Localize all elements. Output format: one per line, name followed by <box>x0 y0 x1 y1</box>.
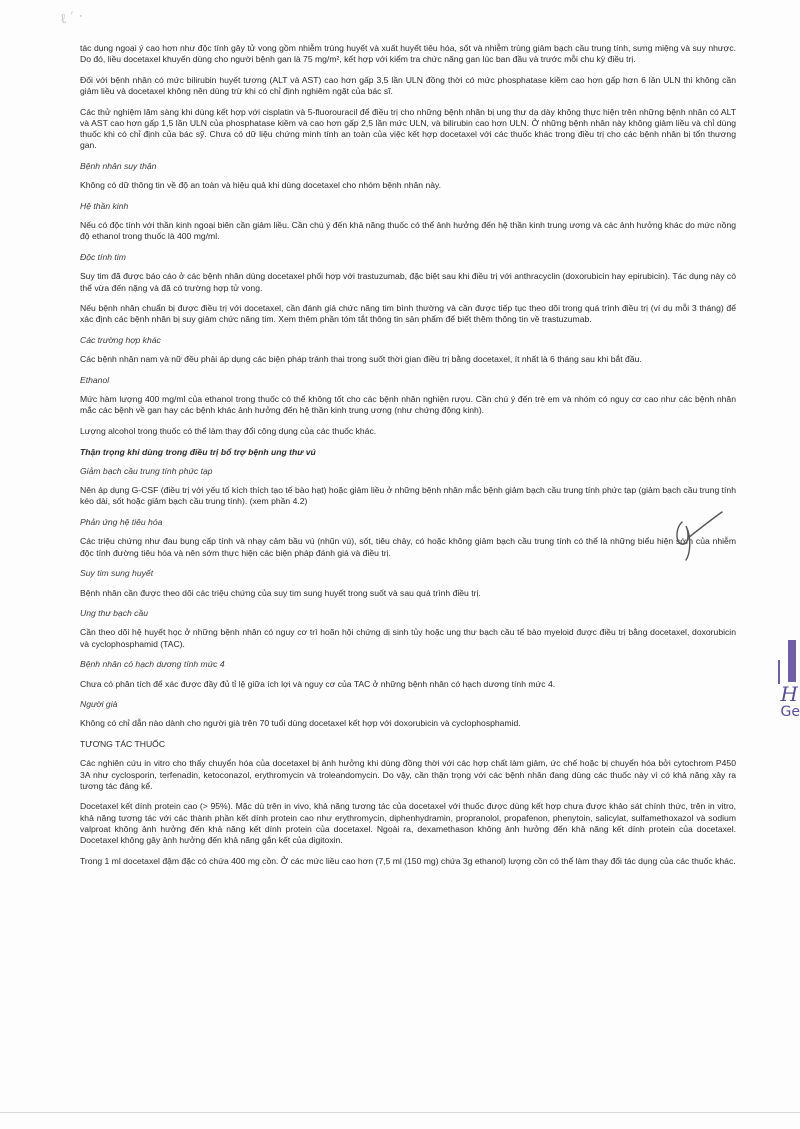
page-bottom-rule <box>0 1112 800 1113</box>
paragraph: Mức hàm lượng 400 mg/ml của ethanol trong thuốc có thể không tốt cho các bệnh nhân nghiện rượu. Cần chú ý đến trẻ em và nhóm có nguy cơ cao như các bệnh nhân mắc các bệnh về gan hay các bệnh khác ảnh hưởng đến hệ thần kinh trung ương (như chứng động kinh). <box>80 394 736 416</box>
scan-mark: ℓ ′ · <box>58 8 85 28</box>
paragraph: Các nghiên cứu in vitro cho thấy chuyển hóa của docetaxel bị ảnh hưởng khi dùng đồng thời với các hợp chất làm giảm, ức chế hoặc bị chuyển hóa bởi cytochrom P450 3A như cyclosporin, terfenadin, ketoconazol, erythromycin và troleandomycin. Do vậy, cần thận trọng với các bệnh nhân đang dùng các thuốc này vì có khả năng xảy ra tương tác đáng kể. <box>80 758 736 791</box>
handwritten-signature <box>668 508 728 562</box>
stamp-bar <box>788 640 796 682</box>
subheading: Ethanol <box>80 375 110 386</box>
paragraph: Không có chỉ dẫn nào dành cho người già trên 70 tuổi dùng docetaxel kết hợp với doxorubicin và cyclophosphamid. <box>80 718 521 729</box>
subheading: Người già <box>80 699 118 710</box>
edge-stamp <box>760 632 800 724</box>
paragraph: Các thử nghiệm lâm sàng khi dùng kết hợp với cisplatin và 5-fluorouracil để điều trị cho những bệnh nhân bị ung thư dạ dày không thực hiện trên những bệnh nhân có ALT và AST cao hơn gấp 1,5 lần ULN của phosphatase kiềm và cao hơn gấp 2,5 lần mức ULN, và bilirubin cao hơn ULN. Ở những bệnh nhân này không giảm liều và chỉ dùng thuốc khi có chỉ định của bác sỹ. Chưa có dữ liệu chứng minh tính an toàn của việc kết hợp docetaxel với các thuốc khác trong điều trị cho các bệnh nhân bị tổn thương gan. <box>80 106 736 151</box>
paragraph: Suy tim đã được báo cáo ở các bệnh nhân dùng docetaxel phối hợp với trastuzumab, đặc biệt sau khi điều trị với anthracyclin (doxorubicin hay epirubicin). Tác dụng này có thể vừa đến nặng và đã có trường hợp tử vong. <box>80 271 736 293</box>
paragraph: Không có dữ thông tin về độ an toàn và hiệu quả khi dùng docetaxel cho nhóm bệnh nhân này. <box>80 180 442 191</box>
section-heading: Thận trọng khi dùng trong điều trị bổ trợ bệnh ung thư vú <box>80 446 316 457</box>
stamp-bar-thin <box>778 660 780 684</box>
subheading: Suy tim sung huyết <box>80 568 154 579</box>
subheading: Phản ứng hệ tiêu hóa <box>80 517 163 528</box>
paragraph: Bệnh nhân cần được theo dõi các triệu chứng của suy tim sung huyết trong suốt và sau quá trình điều trị. <box>80 587 481 598</box>
paragraph: Docetaxel kết dính protein cao (> 95%). Mặc dù trên in vivo, khả năng tương tác của docetaxel với thuốc được dùng kết hợp chưa được khảo sát chính thức, trên in vitro, khả năng tương tác với các thành phần kết dính protein cao như erythromycin, diphenhydramin, propranolol, propafenon, phenytoin, salicylat, sulfamethoxazol và sodium valproat không ảnh hưởng đến khả năng kết dính protein của docetaxel. Ngoài ra, dexamethason không ảnh hưởng đến khả năng kết dính protein của docetaxel. Docetaxel không gây ảnh hưởng đến khả năng gắn kết của digitoxin. <box>80 801 736 846</box>
paragraph: tác dụng ngoại ý cao hơn như độc tính gây tử vong gồm nhiễm trùng huyết và xuất huyết tiêu hóa, sốt và nhiễm trùng giảm bạch cầu trung tính, sưng miệng và suy nhược. Do đó, liều docetaxel khuyến dùng cho người bệnh gan là 75 mg/m², kết hợp với kiểm tra chức năng gan lúc ban đầu và trước mỗi chu kỳ điều trị. <box>80 43 736 65</box>
paragraph: Trong 1 ml docetaxel đậm đặc có chứa 400 mg cồn. Ở các mức liều cao hơn (7,5 ml (150 mg) chứa 3g ethanol) lượng cồn có thể làm thay đổi tác dụng của các thuốc khác. <box>80 855 736 866</box>
paragraph: Nếu bệnh nhân chuẩn bị được điều trị với docetaxel, cần đánh giá chức năng tim bình thường và cần được tiếp tục theo dõi trong quá trình điều trị (ví dụ mỗi 3 tháng) để xác định các bệnh nhân bị suy giảm chức năng tim. Xem thêm phần tóm tắt thông tin sản phẩm để biết thêm thông tin về trastuzumab. <box>80 303 736 325</box>
subheading: Ung thư bạch cầu <box>80 608 149 619</box>
stamp-text-1: H <box>780 682 798 706</box>
subheading: Bệnh nhân có hạch dương tính mức 4 <box>80 659 225 670</box>
paragraph: Các triệu chứng như đau bụng cấp tính và nhạy cảm bầu vú (nhũn vú), sốt, tiêu chảy, có hoặc không giảm bạch cầu trung tính có thể là những biểu hiện sớm của nhiễm độc tính đường tiêu hóa và nên sớm thực hiện các biện pháp đánh giá và điều trị. <box>80 536 736 558</box>
subheading: Các trường hợp khác <box>80 335 161 346</box>
paragraph: Đối với bệnh nhân có mức bilirubin huyết tương (ALT và AST) cao hơn gấp 3,5 lần ULN đồng thời có mức phosphatase kiềm cao hơn gấp hơn 6 lần ULN thì không cần giảm liều và docetaxel không nên dùng trừ khi có chỉ định nghiêm ngặt của bác sĩ. <box>80 74 736 97</box>
subheading: Bệnh nhân suy thận <box>80 161 157 172</box>
stamp-text-2: Ge <box>780 704 800 720</box>
paragraph: Các bệnh nhân nam và nữ đều phải áp dụng các biện pháp tránh thai trong suốt thời gian điều trị bằng docetaxel, ít nhất là 6 tháng sau khi bắt đầu. <box>80 354 642 365</box>
paragraph: Nếu có độc tính với thần kinh ngoại biên cần giảm liều. Cần chú ý đến khả năng thuốc có thể ảnh hưởng đến hệ thần kinh trung ương và các ảnh hưởng khác do mức nồng độ ethanol trong thuốc là 400 mg/ml. <box>80 220 736 242</box>
paragraph: Chưa có phân tích để xác được đầy đủ tỉ lệ giữa ích lợi và nguy cơ của TAC ở những bệnh nhân có hạch dương tính mức 4. <box>80 678 556 689</box>
document-body <box>80 43 736 876</box>
paragraph: Cần theo dõi hệ huyết học ở những bệnh nhân có nguy cơ trì hoãn hội chứng dị sinh tủy hoặc ung thư bạch cầu tế bào myeloid được điều trị bằng docetaxel, doxorubicin và cyclophosphamid (TAC). <box>80 627 736 649</box>
subheading: Giảm bạch cầu trung tính phức tạp <box>80 466 213 477</box>
paragraph: Nên áp dụng G-CSF (điều trị với yếu tố kích thích tạo tế bào hạt) hoặc giảm liều ở những bệnh nhân mắc bệnh giảm bạch cầu trung tính phức tạp (giảm bạch cầu trung tính kéo dài, sốt hoặc giảm bạch cầu trung tính). (xem phần 4.2) <box>80 485 736 507</box>
subheading: Hệ thần kinh <box>80 201 129 212</box>
section-title: TƯƠNG TÁC THUỐC <box>80 739 166 750</box>
paragraph: Lượng alcohol trong thuốc có thể làm thay đổi công dụng của các thuốc khác. <box>80 426 377 437</box>
subheading: Độc tính tim <box>80 252 126 263</box>
